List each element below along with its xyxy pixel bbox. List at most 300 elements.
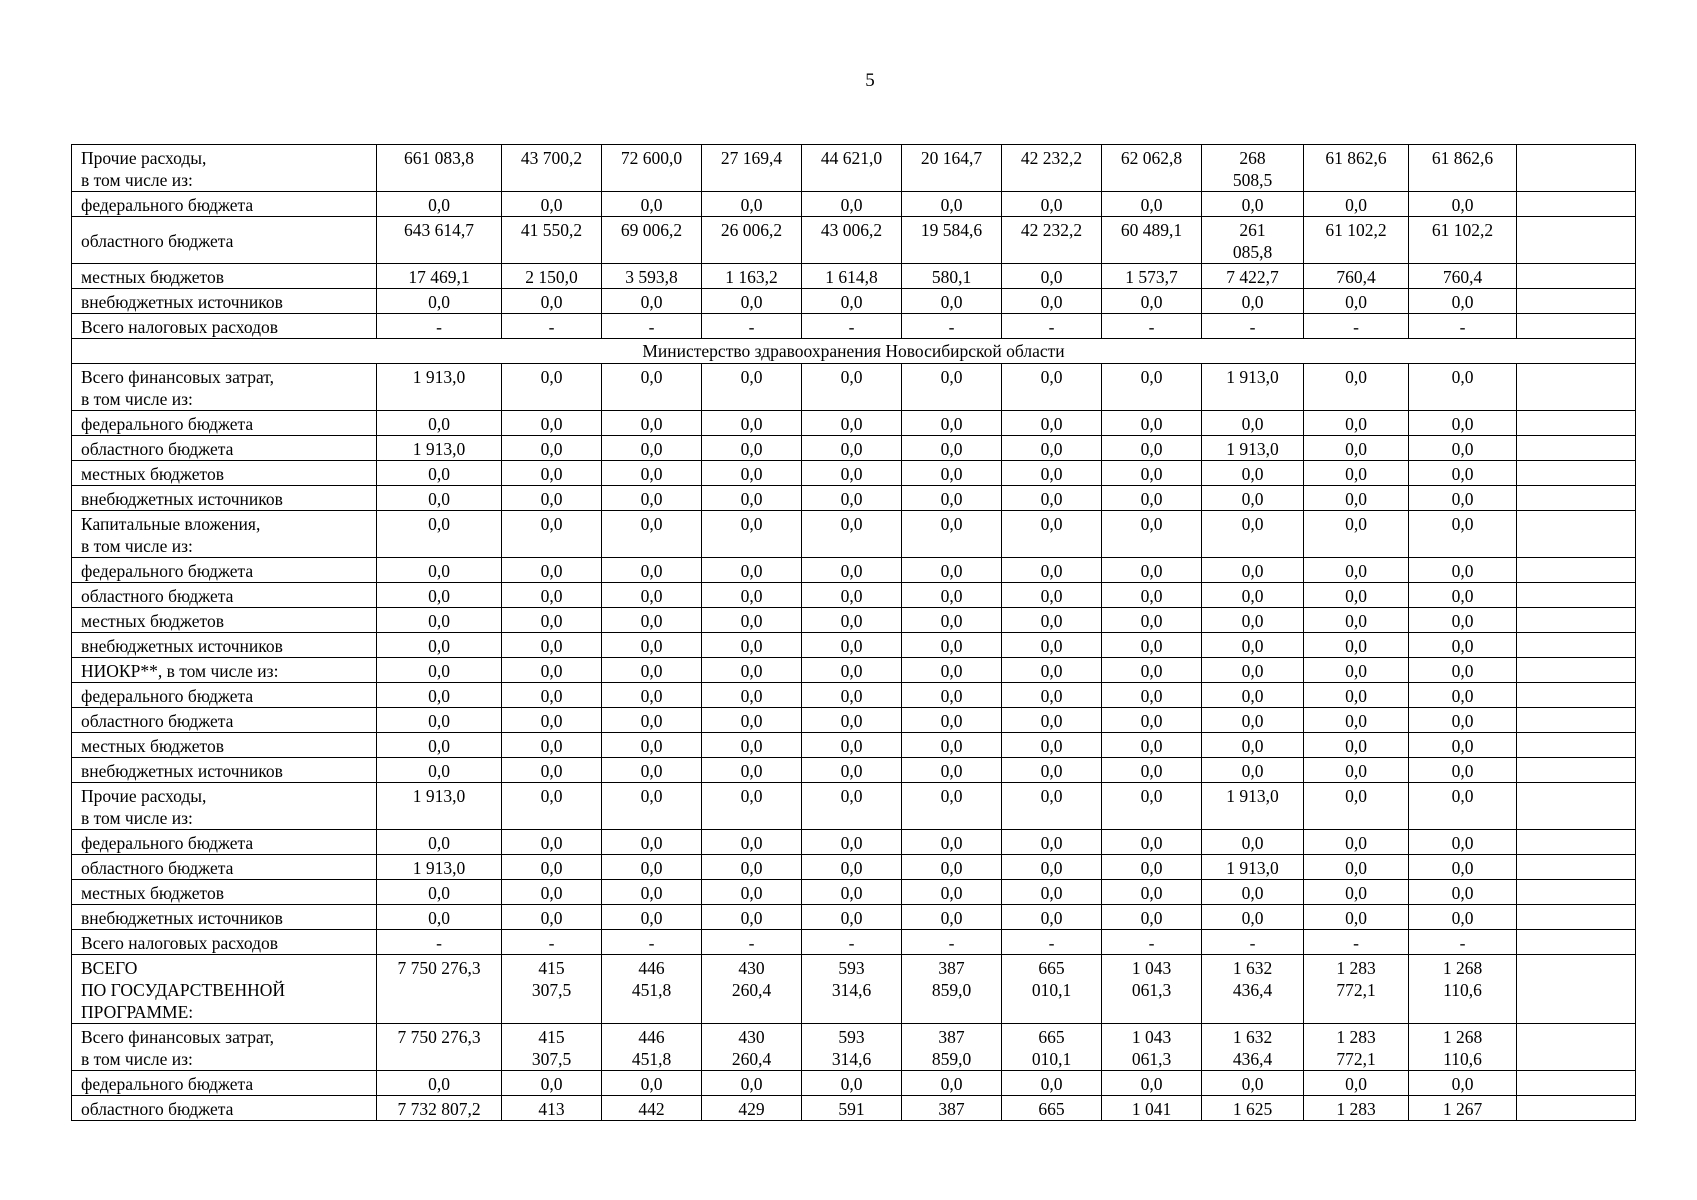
row-label: областного бюджета — [72, 1096, 377, 1121]
table-cell: 19 584,6 — [902, 217, 1002, 264]
table-cell: 0,0 — [902, 583, 1002, 608]
table-cell: 1 283 — [1304, 1096, 1409, 1121]
table-cell: 430 260,4 — [702, 955, 802, 1024]
table-cell: 0,0 — [1409, 486, 1517, 511]
budget-table — [71, 144, 1636, 1121]
table-row — [72, 608, 1636, 633]
table-cell — [1517, 783, 1636, 830]
table-cell — [1517, 558, 1636, 583]
table-cell: 0,0 — [1304, 486, 1409, 511]
table-cell: 0,0 — [1102, 411, 1202, 436]
table-cell — [1517, 364, 1636, 411]
table-cell: 0,0 — [802, 880, 902, 905]
table-cell: 0,0 — [702, 364, 802, 411]
table-cell: 0,0 — [377, 289, 502, 314]
table-cell: 0,0 — [902, 289, 1002, 314]
table-cell: 0,0 — [602, 289, 702, 314]
table-cell: 0,0 — [702, 411, 802, 436]
table-cell: 1 625 — [1202, 1096, 1304, 1121]
table-cell: 0,0 — [1202, 633, 1304, 658]
table-row — [72, 758, 1636, 783]
table-cell: 0,0 — [1102, 783, 1202, 830]
table-cell: 0,0 — [602, 558, 702, 583]
section-header-row — [72, 339, 1636, 364]
table-cell: 61 862,6 — [1409, 145, 1517, 192]
table-cell: 0,0 — [602, 708, 702, 733]
table-cell: - — [602, 930, 702, 955]
table-cell: 0,0 — [802, 905, 902, 930]
table-row — [72, 289, 1636, 314]
table-cell: 0,0 — [1102, 436, 1202, 461]
table-cell: 0,0 — [1102, 558, 1202, 583]
table-row — [72, 217, 1636, 264]
row-label: внебюджетных источников — [72, 633, 377, 658]
table-cell: 0,0 — [802, 633, 902, 658]
row-label: федерального бюджета — [72, 830, 377, 855]
table-cell: 0,0 — [802, 192, 902, 217]
table-cell: 44 621,0 — [802, 145, 902, 192]
table-cell: 1 573,7 — [1102, 264, 1202, 289]
table-row — [72, 955, 1636, 1024]
table-cell — [1517, 217, 1636, 264]
row-label: местных бюджетов — [72, 461, 377, 486]
row-label: федерального бюджета — [72, 411, 377, 436]
table-cell: 1 913,0 — [1202, 783, 1304, 830]
row-label: федерального бюджета — [72, 558, 377, 583]
table-cell: 42 232,2 — [1002, 217, 1102, 264]
table-cell: 0,0 — [1304, 880, 1409, 905]
table-cell: - — [702, 930, 802, 955]
table-cell: - — [1202, 314, 1304, 339]
table-cell: 0,0 — [702, 583, 802, 608]
table-cell — [1517, 1071, 1636, 1096]
table-cell: 0,0 — [602, 733, 702, 758]
table-cell: 0,0 — [602, 486, 702, 511]
table-cell: 1 041 — [1102, 1096, 1202, 1121]
row-label: внебюджетных источников — [72, 905, 377, 930]
row-label: НИОКР**, в том числе из: — [72, 658, 377, 683]
table-cell: 0,0 — [1102, 855, 1202, 880]
table-cell: 0,0 — [902, 633, 1002, 658]
table-cell: 0,0 — [1304, 855, 1409, 880]
table-cell: 1 913,0 — [377, 783, 502, 830]
table-cell: 0,0 — [1002, 289, 1102, 314]
table-row — [72, 683, 1636, 708]
table-cell: 0,0 — [502, 608, 602, 633]
table-cell: 0,0 — [1102, 905, 1202, 930]
table-cell: 665 010,1 — [1002, 955, 1102, 1024]
table-cell: 0,0 — [1002, 683, 1102, 708]
table-cell: 0,0 — [702, 558, 802, 583]
table-cell: 0,0 — [602, 608, 702, 633]
table-cell: 0,0 — [602, 633, 702, 658]
table-cell: 580,1 — [902, 264, 1002, 289]
table-cell: 0,0 — [502, 364, 602, 411]
table-cell: 0,0 — [1102, 708, 1202, 733]
table-cell: 0,0 — [702, 461, 802, 486]
table-cell: 0,0 — [502, 289, 602, 314]
table-cell: - — [1304, 930, 1409, 955]
table-cell: 1 283 772,1 — [1304, 1024, 1409, 1071]
table-cell: 0,0 — [902, 658, 1002, 683]
table-cell: 0,0 — [602, 364, 702, 411]
table-row — [72, 905, 1636, 930]
table-cell: 0,0 — [1304, 733, 1409, 758]
table-row — [72, 436, 1636, 461]
table-row — [72, 364, 1636, 411]
table-cell: 0,0 — [602, 880, 702, 905]
table-cell: 0,0 — [802, 486, 902, 511]
table-cell: 0,0 — [1002, 411, 1102, 436]
table-cell — [1517, 1024, 1636, 1071]
table-cell: 0,0 — [502, 436, 602, 461]
row-label: внебюджетных источников — [72, 758, 377, 783]
table-cell — [1517, 289, 1636, 314]
table-row — [72, 511, 1636, 558]
table-cell: 0,0 — [502, 905, 602, 930]
table-cell: 0,0 — [502, 192, 602, 217]
table-cell: 0,0 — [1409, 758, 1517, 783]
table-cell: 0,0 — [902, 486, 1002, 511]
table-cell: 0,0 — [902, 192, 1002, 217]
table-cell: 0,0 — [602, 830, 702, 855]
table-cell: 0,0 — [502, 511, 602, 558]
row-label: ВСЕГО ПО ГОСУДАРСТВЕННОЙ ПРОГРАММЕ: — [72, 955, 377, 1024]
table-cell: 0,0 — [1202, 511, 1304, 558]
table-cell: 0,0 — [502, 633, 602, 658]
table-cell: 0,0 — [902, 683, 1002, 708]
table-cell: 0,0 — [1202, 683, 1304, 708]
table-cell: 0,0 — [1409, 583, 1517, 608]
table-cell: 0,0 — [502, 855, 602, 880]
table-cell: 0,0 — [1002, 658, 1102, 683]
row-label: областного бюджета — [72, 855, 377, 880]
table-cell: 42 232,2 — [1002, 145, 1102, 192]
table-cell: 0,0 — [1002, 192, 1102, 217]
table-cell: 0,0 — [1304, 658, 1409, 683]
table-cell: 0,0 — [377, 511, 502, 558]
table-cell — [1517, 880, 1636, 905]
table-cell: 0,0 — [602, 192, 702, 217]
table-row — [72, 830, 1636, 855]
table-cell: 0,0 — [1202, 905, 1304, 930]
table-row — [72, 583, 1636, 608]
table-cell: 0,0 — [1002, 461, 1102, 486]
table-cell: - — [902, 930, 1002, 955]
table-row — [72, 558, 1636, 583]
table-cell: 0,0 — [1002, 436, 1102, 461]
table-cell: 1 163,2 — [702, 264, 802, 289]
table-row — [72, 658, 1636, 683]
table-row — [72, 733, 1636, 758]
section-title: Министерство здравоохранения Новосибирской области — [72, 339, 1636, 364]
table-cell: 0,0 — [1304, 758, 1409, 783]
table-cell: 0,0 — [802, 436, 902, 461]
table-cell: 0,0 — [1304, 905, 1409, 930]
table-cell: 0,0 — [1304, 583, 1409, 608]
table-cell: 7 732 807,2 — [377, 1096, 502, 1121]
table-cell: 0,0 — [702, 905, 802, 930]
row-label: внебюджетных источников — [72, 289, 377, 314]
table-row — [72, 264, 1636, 289]
table-cell: 0,0 — [1202, 192, 1304, 217]
table-cell: 2 150,0 — [502, 264, 602, 289]
table-cell: 0,0 — [1102, 880, 1202, 905]
table-cell: 0,0 — [1409, 830, 1517, 855]
table-cell: 0,0 — [1202, 411, 1304, 436]
table-cell: 0,0 — [602, 855, 702, 880]
table-cell: 0,0 — [602, 583, 702, 608]
table-cell: 61 102,2 — [1409, 217, 1517, 264]
table-cell: 0,0 — [1409, 411, 1517, 436]
table-cell: 0,0 — [377, 461, 502, 486]
table-cell: 27 169,4 — [702, 145, 802, 192]
table-cell: 17 469,1 — [377, 264, 502, 289]
table-cell: 43 700,2 — [502, 145, 602, 192]
table-cell — [1517, 608, 1636, 633]
table-cell: 0,0 — [702, 658, 802, 683]
table-cell: 0,0 — [702, 683, 802, 708]
table-cell: 1 268 110,6 — [1409, 955, 1517, 1024]
table-cell: 0,0 — [1409, 658, 1517, 683]
table-cell: 0,0 — [1409, 783, 1517, 830]
table-cell: 0,0 — [602, 783, 702, 830]
table-cell: 0,0 — [502, 411, 602, 436]
table-cell: 442 — [602, 1096, 702, 1121]
table-cell: 1 913,0 — [377, 364, 502, 411]
table-cell: 0,0 — [902, 733, 1002, 758]
table-cell: 1 043 061,3 — [1102, 955, 1202, 1024]
table-cell: 0,0 — [1202, 558, 1304, 583]
table-cell — [1517, 411, 1636, 436]
table-cell: 61 862,6 — [1304, 145, 1409, 192]
table-cell — [1517, 830, 1636, 855]
table-cell: - — [1102, 314, 1202, 339]
table-cell: 0,0 — [1102, 658, 1202, 683]
table-cell: 387 — [902, 1096, 1002, 1121]
table-cell: 0,0 — [602, 436, 702, 461]
table-cell: 0,0 — [502, 461, 602, 486]
table-cell: 0,0 — [1409, 683, 1517, 708]
row-label: областного бюджета — [72, 436, 377, 461]
table-cell: 1 283 772,1 — [1304, 955, 1409, 1024]
table-cell: 0,0 — [1102, 758, 1202, 783]
table-cell: - — [377, 314, 502, 339]
table-cell: 43 006,2 — [802, 217, 902, 264]
table-cell: 0,0 — [502, 558, 602, 583]
table-cell: 446 451,8 — [602, 955, 702, 1024]
table-cell: 0,0 — [377, 1071, 502, 1096]
table-cell: 0,0 — [702, 880, 802, 905]
table-row — [72, 1096, 1636, 1121]
table-row — [72, 145, 1636, 192]
table-cell: 0,0 — [702, 192, 802, 217]
table-cell: 0,0 — [1202, 880, 1304, 905]
table-cell: 0,0 — [1304, 511, 1409, 558]
table-cell: 62 062,8 — [1102, 145, 1202, 192]
table-cell: 0,0 — [502, 830, 602, 855]
table-cell: 0,0 — [377, 683, 502, 708]
table-cell: 0,0 — [1002, 364, 1102, 411]
table-cell — [1517, 583, 1636, 608]
table-cell: 0,0 — [802, 758, 902, 783]
table-cell: 760,4 — [1304, 264, 1409, 289]
row-label: Прочие расходы, в том числе из: — [72, 145, 377, 192]
table-cell: 0,0 — [602, 758, 702, 783]
table-cell: 0,0 — [1202, 658, 1304, 683]
table-cell: 0,0 — [1102, 583, 1202, 608]
table-cell: 0,0 — [1202, 583, 1304, 608]
table-cell: 1 913,0 — [377, 436, 502, 461]
table-cell: 0,0 — [1202, 1071, 1304, 1096]
table-cell: 0,0 — [1002, 1071, 1102, 1096]
table-cell: 0,0 — [1102, 486, 1202, 511]
table-cell: 0,0 — [1202, 608, 1304, 633]
table-cell: 0,0 — [1102, 633, 1202, 658]
table-cell: 0,0 — [377, 830, 502, 855]
table-cell: 0,0 — [702, 436, 802, 461]
table-cell: 0,0 — [702, 733, 802, 758]
table-cell: 0,0 — [1409, 511, 1517, 558]
table-cell: 0,0 — [1202, 708, 1304, 733]
table-cell: 0,0 — [702, 708, 802, 733]
table-cell: 0,0 — [802, 783, 902, 830]
table-cell: - — [1409, 314, 1517, 339]
row-label: Всего налоговых расходов — [72, 314, 377, 339]
row-label: Прочие расходы, в том числе из: — [72, 783, 377, 830]
table-cell: 760,4 — [1409, 264, 1517, 289]
table-cell: 0,0 — [377, 758, 502, 783]
table-cell — [1517, 955, 1636, 1024]
row-label: местных бюджетов — [72, 733, 377, 758]
table-cell: - — [1409, 930, 1517, 955]
table-cell: 0,0 — [502, 486, 602, 511]
table-cell: - — [1202, 930, 1304, 955]
table-cell: 0,0 — [1304, 192, 1409, 217]
table-cell: 0,0 — [1102, 608, 1202, 633]
table-cell: 0,0 — [1409, 608, 1517, 633]
table-cell: 0,0 — [802, 683, 902, 708]
table-cell: 0,0 — [1304, 633, 1409, 658]
table-cell: 429 — [702, 1096, 802, 1121]
table-cell: - — [1102, 930, 1202, 955]
row-label: областного бюджета — [72, 217, 377, 264]
table-cell: 0,0 — [902, 880, 1002, 905]
table-cell: 0,0 — [1304, 436, 1409, 461]
table-cell: 0,0 — [1409, 289, 1517, 314]
row-label: областного бюджета — [72, 583, 377, 608]
table-cell: 0,0 — [902, 830, 1002, 855]
table-cell: 661 083,8 — [377, 145, 502, 192]
table-cell — [1517, 658, 1636, 683]
row-label: местных бюджетов — [72, 608, 377, 633]
table-cell: 0,0 — [902, 855, 1002, 880]
table-cell: 0,0 — [377, 708, 502, 733]
table-cell: 1 913,0 — [1202, 855, 1304, 880]
table-cell — [1517, 145, 1636, 192]
table-cell: 0,0 — [702, 486, 802, 511]
table-cell: 0,0 — [1202, 733, 1304, 758]
table-cell: 0,0 — [1304, 608, 1409, 633]
table-cell — [1517, 930, 1636, 955]
table-cell: 0,0 — [702, 783, 802, 830]
table-row — [72, 783, 1636, 830]
table-cell: 1 913,0 — [377, 855, 502, 880]
table-cell: 0,0 — [502, 683, 602, 708]
row-label: федерального бюджета — [72, 1071, 377, 1096]
table-cell: 0,0 — [902, 783, 1002, 830]
table-cell: 7 422,7 — [1202, 264, 1304, 289]
table-cell: 0,0 — [602, 1071, 702, 1096]
table-row — [72, 411, 1636, 436]
table-cell: 0,0 — [1304, 830, 1409, 855]
table-cell: 0,0 — [502, 1071, 602, 1096]
table-cell: 0,0 — [1102, 289, 1202, 314]
table-cell: 0,0 — [602, 461, 702, 486]
table-cell: 387 859,0 — [902, 1024, 1002, 1071]
page-number: 5 — [865, 70, 875, 91]
table-cell: 0,0 — [702, 289, 802, 314]
table-cell: 61 102,2 — [1304, 217, 1409, 264]
table-cell: 0,0 — [377, 583, 502, 608]
table-cell: 0,0 — [1002, 486, 1102, 511]
table-cell: 0,0 — [377, 733, 502, 758]
table-cell: 0,0 — [1102, 683, 1202, 708]
table-cell — [1517, 733, 1636, 758]
table-cell: 0,0 — [802, 583, 902, 608]
table-cell: 0,0 — [802, 289, 902, 314]
table-cell: - — [902, 314, 1002, 339]
table-cell: 0,0 — [1002, 783, 1102, 830]
table-cell: 0,0 — [1002, 830, 1102, 855]
table-cell: 0,0 — [1304, 783, 1409, 830]
table-cell: 0,0 — [377, 411, 502, 436]
table-cell: 0,0 — [702, 855, 802, 880]
table-cell: 0,0 — [802, 733, 902, 758]
table-cell: 593 314,6 — [802, 1024, 902, 1071]
table-cell: 415 307,5 — [502, 955, 602, 1024]
table-cell: - — [1002, 930, 1102, 955]
table-cell: 0,0 — [1202, 758, 1304, 783]
table-cell: 0,0 — [1409, 436, 1517, 461]
table-cell: 0,0 — [377, 658, 502, 683]
table-cell: 0,0 — [377, 633, 502, 658]
table-cell: - — [377, 930, 502, 955]
table-cell: 0,0 — [1202, 486, 1304, 511]
table-cell — [1517, 633, 1636, 658]
table-row — [72, 314, 1636, 339]
table-row — [72, 930, 1636, 955]
table-cell: 0,0 — [802, 411, 902, 436]
table-cell: 0,0 — [1304, 461, 1409, 486]
table-cell: 261 085,8 — [1202, 217, 1304, 264]
table-cell: 0,0 — [1002, 608, 1102, 633]
table-cell: 0,0 — [1409, 461, 1517, 486]
table-cell: 0,0 — [602, 411, 702, 436]
table-cell — [1517, 905, 1636, 930]
table-cell: 0,0 — [602, 905, 702, 930]
table-cell: 446 451,8 — [602, 1024, 702, 1071]
table-cell — [1517, 314, 1636, 339]
table-cell: 0,0 — [902, 608, 1002, 633]
table-cell: 3 593,8 — [602, 264, 702, 289]
row-label: Всего налоговых расходов — [72, 930, 377, 955]
table-cell: 72 600,0 — [602, 145, 702, 192]
table-cell: 268 508,5 — [1202, 145, 1304, 192]
table-row — [72, 461, 1636, 486]
table-cell: 0,0 — [802, 558, 902, 583]
table-cell: 1 268 110,6 — [1409, 1024, 1517, 1071]
